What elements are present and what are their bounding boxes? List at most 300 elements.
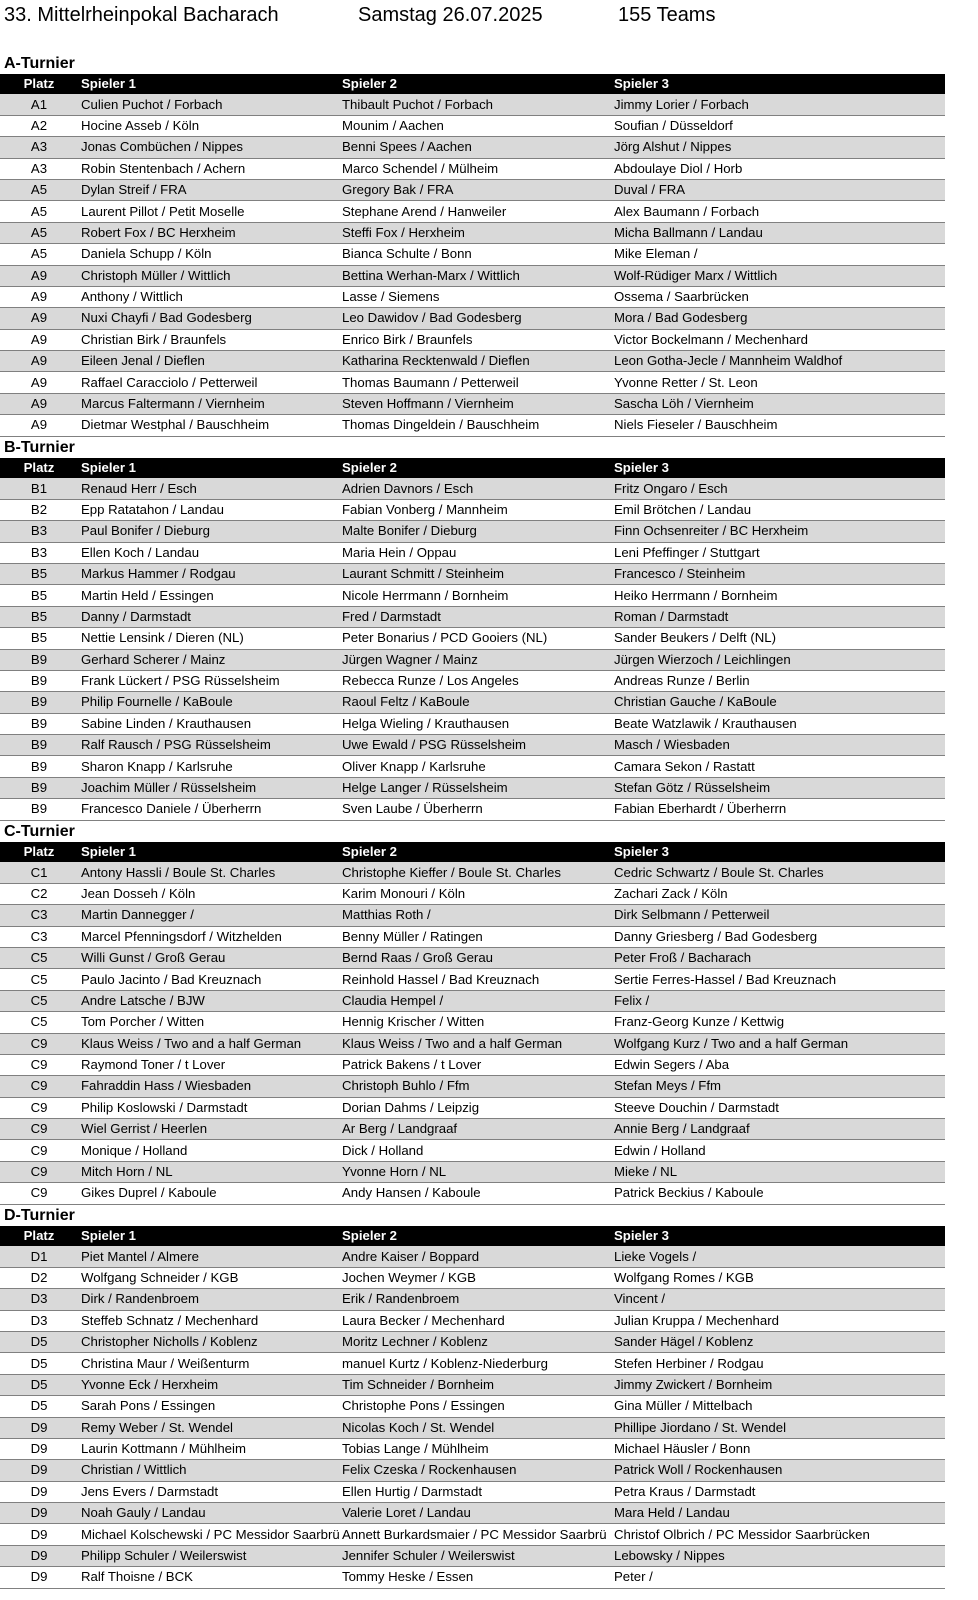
platz-cell: B9 [0,670,80,691]
spieler-1-cell: Danny / Darmstadt [80,606,342,627]
platz-cell: B3 [0,542,80,563]
table-row [0,862,945,883]
table-row [0,926,945,947]
spieler-3-cell: Stefan Götz / Rüsselsheim [614,777,945,798]
platz-cell: D9 [0,1460,80,1481]
platz-cell: C5 [0,1012,80,1033]
spieler-3-cell: Mike Eleman / [614,244,945,265]
spieler-3-cell: Francesco / Steinheim [614,563,945,584]
table-row [0,883,945,904]
spieler-3-cell: Danny Griesberg / Bad Godesberg [614,926,945,947]
platz-cell: C3 [0,905,80,926]
spieler-2-cell: Maria Hein / Oppau [342,542,614,563]
spieler-2-cell: Ar Berg / Landgraaf [342,1119,614,1140]
spieler-1-cell: Philip Koslowski / Darmstadt [80,1097,342,1118]
column-header-spieler-2: Spieler 2 [342,460,397,476]
spieler-2-cell: Benni Spees / Aachen [342,137,614,158]
platz-cell: B9 [0,649,80,670]
spieler-3-cell: Beate Watzlawik / Krauthausen [614,713,945,734]
spieler-2-cell: Helga Wieling / Krauthausen [342,713,614,734]
column-header-platz: Platz [23,460,55,476]
platz-cell: B5 [0,606,80,627]
spieler-1-cell: Remy Weber / St. Wendel [80,1417,342,1438]
table-row [0,1353,945,1374]
platz-cell: C9 [0,1054,80,1075]
spieler-2-cell: Andy Hansen / Kaboule [342,1183,614,1204]
table-row [0,1033,945,1054]
spieler-3-cell: Annie Berg / Landgraaf [614,1119,945,1140]
spieler-1-cell: Laurin Kottmann / Mühlheim [80,1438,342,1459]
table-row [0,1524,945,1545]
table-row [0,1097,945,1118]
spieler-2-cell: Thomas Baumann / Petterweil [342,372,614,393]
spieler-2-cell: Mounim / Aachen [342,115,614,136]
spieler-1-cell: Culien Puchot / Forbach [80,94,342,115]
spieler-1-cell: Ralf Rausch / PSG Rüsselsheim [80,735,342,756]
table-row [0,1183,945,1204]
table-row [0,542,945,563]
spieler-1-cell: Paulo Jacinto / Bad Kreuznach [80,969,342,990]
spieler-1-cell: Christian Birk / Braunfels [80,329,342,350]
column-header-spieler-2: Spieler 2 [342,1228,397,1244]
spieler-2-cell: Marco Schendel / Mülheim [342,158,614,179]
spieler-3-cell: Christian Gauche / KaBoule [614,692,945,713]
spieler-3-cell: Heiko Herrmann / Bornheim [614,585,945,606]
spieler-1-cell: Tom Porcher / Witten [80,1012,342,1033]
spieler-1-cell: Wolfgang Schneider / KGB [80,1267,342,1288]
table-row [0,415,945,436]
spieler-3-cell: Camara Sekon / Rastatt [614,756,945,777]
platz-cell: B9 [0,777,80,798]
table-row [0,499,945,520]
platz-cell: A1 [0,94,80,115]
spieler-2-cell: Christoph Buhlo / Ffm [342,1076,614,1097]
spieler-2-cell: Karim Monouri / Köln [342,883,614,904]
table-row [0,969,945,990]
table-row [0,1140,945,1161]
platz-cell: B9 [0,799,80,820]
spieler-1-cell: Hocine Asseb / Köln [80,115,342,136]
spieler-2-cell: Stephane Arend / Hanweiler [342,201,614,222]
results-table [0,842,945,1205]
table-row [0,1374,945,1395]
spieler-2-cell: Jennifer Schuler / Weilerswist [342,1545,614,1566]
spieler-3-cell: Duval / FRA [614,179,945,200]
section-title: A-Turnier [4,55,75,72]
table-row [0,947,945,968]
platz-cell: A5 [0,244,80,265]
table-row [0,756,945,777]
platz-cell: D2 [0,1267,80,1288]
spieler-2-cell: Adrien Davnors / Esch [342,478,614,499]
spieler-2-cell: Sven Laube / Überherrn [342,799,614,820]
spieler-3-cell: Wolf-Rüdiger Marx / Wittlich [614,265,945,286]
spieler-2-cell: Katharina Recktenwald / Dieflen [342,351,614,372]
spieler-2-cell: Felix Czeska / Rockenhausen [342,1460,614,1481]
spieler-2-cell: Valerie Loret / Landau [342,1503,614,1524]
spieler-2-cell: Patrick Bakens / t Lover [342,1054,614,1075]
platz-cell: A9 [0,308,80,329]
spieler-3-cell: Edwin Segers / Aba [614,1054,945,1075]
column-header-platz: Platz [23,844,55,860]
platz-cell: D9 [0,1524,80,1545]
platz-cell: D5 [0,1396,80,1417]
spieler-2-cell: Rebecca Runze / Los Angeles [342,670,614,691]
table-row [0,1481,945,1502]
spieler-1-cell: Wiel Gerrist / Heerlen [80,1119,342,1140]
section-title: D-Turnier [4,1207,75,1224]
spieler-3-cell: Christof Olbrich / PC Messidor Saarbrücken [614,1524,945,1545]
platz-cell: D9 [0,1481,80,1502]
table-row [0,1289,945,1310]
table-row [0,692,945,713]
platz-cell: D9 [0,1503,80,1524]
spieler-3-cell: Cedric Schwartz / Boule St. Charles [614,862,945,883]
platz-cell: A3 [0,137,80,158]
spieler-2-cell: Erik / Randenbroem [342,1289,614,1310]
platz-cell: A5 [0,201,80,222]
spieler-1-cell: Antony Hassli / Boule St. Charles [80,862,342,883]
spieler-2-cell: Laura Becker / Mechenhard [342,1310,614,1331]
platz-cell: C2 [0,883,80,904]
spieler-1-cell: Marcel Pfenningsdorf / Witzhelden [80,926,342,947]
table-row [0,286,945,307]
table-row [0,521,945,542]
table-row [0,222,945,243]
column-header-spieler-1: Spieler 1 [81,76,136,92]
platz-cell: C9 [0,1033,80,1054]
platz-cell: C5 [0,990,80,1011]
spieler-3-cell: Franz-Georg Kunze / Kettwig [614,1012,945,1033]
spieler-3-cell: Yvonne Retter / St. Leon [614,372,945,393]
platz-cell: B9 [0,735,80,756]
spieler-1-cell: Francesco Daniele / Überherrn [80,799,342,820]
table-row [0,1503,945,1524]
platz-cell: A3 [0,158,80,179]
spieler-1-cell: Daniela Schupp / Köln [80,244,342,265]
table-row [0,585,945,606]
platz-cell: D9 [0,1545,80,1566]
spieler-1-cell: Nuxi Chayfi / Bad Godesberg [80,308,342,329]
spieler-2-cell: Hennig Krischer / Witten [342,1012,614,1033]
spieler-3-cell: Alex Baumann / Forbach [614,201,945,222]
platz-cell: B9 [0,756,80,777]
spieler-2-cell: Tim Schneider / Bornheim [342,1374,614,1395]
spieler-3-cell: Gina Müller / Mittelbach [614,1396,945,1417]
table-row [0,1438,945,1459]
spieler-2-cell: manuel Kurtz / Koblenz-Niederburg [342,1353,614,1374]
platz-cell: A9 [0,393,80,414]
platz-cell: C5 [0,969,80,990]
platz-cell: D9 [0,1417,80,1438]
spieler-2-cell: Moritz Lechner / Koblenz [342,1331,614,1352]
platz-cell: B2 [0,499,80,520]
spieler-3-cell: Emil Brötchen / Landau [614,499,945,520]
table-row [0,137,945,158]
results-table [0,74,945,437]
spieler-3-cell: Peter / [614,1567,945,1588]
platz-cell: A9 [0,286,80,307]
table-row [0,713,945,734]
table-row [0,563,945,584]
column-header-spieler-3: Spieler 3 [614,76,669,92]
table-row [0,308,945,329]
spieler-1-cell: Klaus Weiss / Two and a half German [80,1033,342,1054]
table-row [0,777,945,798]
spieler-2-cell: Leo Dawidov / Bad Godesberg [342,308,614,329]
table-row [0,351,945,372]
spieler-2-cell: Jürgen Wagner / Mainz [342,649,614,670]
spieler-1-cell: Laurent Pillot / Petit Moselle [80,201,342,222]
table-row [0,628,945,649]
tournament-title: 33. Mittelrheinpokal Bacharach [4,4,279,26]
column-header-spieler-1: Spieler 1 [81,844,136,860]
spieler-1-cell: Martin Held / Essingen [80,585,342,606]
column-header-spieler-3: Spieler 3 [614,1228,669,1244]
spieler-2-cell: Nicolas Koch / St. Wendel [342,1417,614,1438]
table-row [0,1076,945,1097]
table-header-row [0,842,945,862]
table-header-row [0,1226,945,1246]
spieler-1-cell: Philipp Schuler / Weilerswist [80,1545,342,1566]
platz-cell: B9 [0,692,80,713]
spieler-2-cell: Malte Bonifer / Dieburg [342,521,614,542]
spieler-3-cell: Finn Ochsenreiter / BC Herxheim [614,521,945,542]
table-row [0,670,945,691]
table-row [0,1417,945,1438]
spieler-2-cell: Bernd Raas / Groß Gerau [342,947,614,968]
spieler-2-cell: Annett Burkardsmaier / PC Messidor Saarbrü [342,1524,614,1545]
column-header-spieler-3: Spieler 3 [614,844,669,860]
spieler-2-cell: Steven Hoffmann / Viernheim [342,393,614,414]
spieler-2-cell: Christophe Pons / Essingen [342,1396,614,1417]
platz-cell: D9 [0,1567,80,1588]
spieler-2-cell: Fabian Vonberg / Mannheim [342,499,614,520]
spieler-2-cell: Benny Müller / Ratingen [342,926,614,947]
spieler-1-cell: Joachim Müller / Rüsselsheim [80,777,342,798]
spieler-1-cell: Yvonne Eck / Herxheim [80,1374,342,1395]
column-header-spieler-3: Spieler 3 [614,460,669,476]
table-row [0,372,945,393]
platz-cell: C3 [0,926,80,947]
spieler-1-cell: Sarah Pons / Essingen [80,1396,342,1417]
spieler-1-cell: Ellen Koch / Landau [80,542,342,563]
results-table [0,1226,945,1589]
tournament-date: Samstag 26.07.2025 [358,4,543,26]
spieler-3-cell: Wolfgang Romes / KGB [614,1267,945,1288]
spieler-2-cell: Raoul Feltz / KaBoule [342,692,614,713]
spieler-1-cell: Christoph Müller / Wittlich [80,265,342,286]
platz-cell: A2 [0,115,80,136]
table-row [0,201,945,222]
platz-cell: D5 [0,1353,80,1374]
spieler-1-cell: Jonas Combüchen / Nippes [80,137,342,158]
platz-cell: B1 [0,478,80,499]
table-header-row [0,458,945,478]
table-row [0,1267,945,1288]
spieler-1-cell: Eileen Jenal / Dieflen [80,351,342,372]
spieler-1-cell: Ralf Thoisne / BCK [80,1567,342,1588]
table-row [0,329,945,350]
table-row [0,393,945,414]
column-header-platz: Platz [23,76,55,92]
platz-cell: B5 [0,628,80,649]
spieler-2-cell: Laurant Schmitt / Steinheim [342,563,614,584]
platz-cell: B5 [0,563,80,584]
platz-cell: A9 [0,265,80,286]
spieler-3-cell: Abdoulaye Diol / Horb [614,158,945,179]
spieler-3-cell: Lieke Vogels / [614,1246,945,1267]
spieler-2-cell: Christophe Kieffer / Boule St. Charles [342,862,614,883]
table-row [0,265,945,286]
spieler-3-cell: Jörg Alshut / Nippes [614,137,945,158]
spieler-2-cell: Klaus Weiss / Two and a half German [342,1033,614,1054]
table-row [0,1310,945,1331]
spieler-1-cell: Dirk / Randenbroem [80,1289,342,1310]
spieler-1-cell: Christopher Nicholls / Koblenz [80,1331,342,1352]
table-row [0,649,945,670]
table-row [0,179,945,200]
table-row [0,478,945,499]
spieler-3-cell: Soufian / Düsseldorf [614,115,945,136]
spieler-3-cell: Mara Held / Landau [614,1503,945,1524]
spieler-2-cell: Dorian Dahms / Leipzig [342,1097,614,1118]
spieler-1-cell: Epp Ratatahon / Landau [80,499,342,520]
table-row [0,1545,945,1566]
table-row [0,1119,945,1140]
spieler-2-cell: Thomas Dingeldein / Bauschheim [342,415,614,436]
spieler-3-cell: Michael Häusler / Bonn [614,1438,945,1459]
spieler-3-cell: Sander Hägel / Koblenz [614,1331,945,1352]
spieler-3-cell: Fritz Ongaro / Esch [614,478,945,499]
platz-cell: C1 [0,862,80,883]
platz-cell: C9 [0,1140,80,1161]
spieler-2-cell: Andre Kaiser / Boppard [342,1246,614,1267]
spieler-3-cell: Jimmy Zwickert / Bornheim [614,1374,945,1395]
spieler-3-cell: Felix / [614,990,945,1011]
table-row [0,244,945,265]
spieler-3-cell: Mieke / NL [614,1161,945,1182]
spieler-2-cell: Nicole Herrmann / Bornheim [342,585,614,606]
spieler-1-cell: Renaud Herr / Esch [80,478,342,499]
platz-cell: A9 [0,372,80,393]
spieler-2-cell: Dick / Holland [342,1140,614,1161]
table-row [0,1012,945,1033]
platz-cell: A9 [0,351,80,372]
spieler-1-cell: Martin Dannegger / [80,905,342,926]
spieler-3-cell: Fabian Eberhardt / Überherrn [614,799,945,820]
spieler-2-cell: Enrico Birk / Braunfels [342,329,614,350]
spieler-3-cell: Edwin / Holland [614,1140,945,1161]
spieler-3-cell: Patrick Beckius / Kaboule [614,1183,945,1204]
spieler-1-cell: Sabine Linden / Krauthausen [80,713,342,734]
platz-cell: A5 [0,222,80,243]
spieler-2-cell: Bettina Werhan-Marx / Wittlich [342,265,614,286]
spieler-1-cell: Jean Dosseh / Köln [80,883,342,904]
spieler-1-cell: Marcus Faltermann / Viernheim [80,393,342,414]
platz-cell: C9 [0,1119,80,1140]
spieler-1-cell: Raymond Toner / t Lover [80,1054,342,1075]
platz-cell: C5 [0,947,80,968]
column-header-spieler-1: Spieler 1 [81,1228,136,1244]
spieler-3-cell: Sander Beukers / Delft (NL) [614,628,945,649]
spieler-2-cell: Reinhold Hassel / Bad Kreuznach [342,969,614,990]
spieler-1-cell: Markus Hammer / Rodgau [80,563,342,584]
spieler-1-cell: Mitch Horn / NL [80,1161,342,1182]
spieler-3-cell: Steeve Douchin / Darmstadt [614,1097,945,1118]
spieler-1-cell: Steffeb Schnatz / Mechenhard [80,1310,342,1331]
team-count: 155 Teams [618,4,716,26]
spieler-1-cell: Nettie Lensink / Dieren (NL) [80,628,342,649]
table-row [0,1567,945,1588]
platz-cell: B5 [0,585,80,606]
spieler-1-cell: Piet Mantel / Almere [80,1246,342,1267]
spieler-1-cell: Willi Gunst / Groß Gerau [80,947,342,968]
spieler-2-cell: Fred / Darmstadt [342,606,614,627]
spieler-3-cell: Andreas Runze / Berlin [614,670,945,691]
platz-cell: C9 [0,1076,80,1097]
spieler-1-cell: Philip Fournelle / KaBoule [80,692,342,713]
spieler-3-cell: Ossema / Saarbrücken [614,286,945,307]
spieler-1-cell: Andre Latsche / BJW [80,990,342,1011]
platz-cell: D9 [0,1438,80,1459]
table-row [0,1161,945,1182]
spieler-1-cell: Dietmar Westphal / Bauschheim [80,415,342,436]
section-title: B-Turnier [4,439,75,456]
table-row [0,606,945,627]
spieler-2-cell: Jochen Weymer / KGB [342,1267,614,1288]
spieler-3-cell: Dirk Selbmann / Petterweil [614,905,945,926]
spieler-3-cell: Julian Kruppa / Mechenhard [614,1310,945,1331]
spieler-1-cell: Monique / Holland [80,1140,342,1161]
table-row [0,990,945,1011]
spieler-1-cell: Jens Evers / Darmstadt [80,1481,342,1502]
spieler-3-cell: Patrick Woll / Rockenhausen [614,1460,945,1481]
spieler-3-cell: Micha Ballmann / Landau [614,222,945,243]
spieler-3-cell: Victor Bockelmann / Mechenhard [614,329,945,350]
spieler-3-cell: Phillipe Jiordano / St. Wendel [614,1417,945,1438]
spieler-2-cell: Ellen Hurtig / Darmstadt [342,1481,614,1502]
spieler-2-cell: Helge Langer / Rüsselsheim [342,777,614,798]
platz-cell: C9 [0,1161,80,1182]
table-row [0,799,945,820]
table-row [0,1246,945,1267]
table-header-row [0,74,945,94]
platz-cell: A9 [0,329,80,350]
results-table [0,458,945,821]
spieler-2-cell: Claudia Hempel / [342,990,614,1011]
spieler-1-cell: Frank Lückert / PSG Rüsselsheim [80,670,342,691]
platz-cell: D1 [0,1246,80,1267]
platz-cell: D5 [0,1374,80,1395]
spieler-3-cell: Peter Froß / Bacharach [614,947,945,968]
spieler-2-cell: Matthias Roth / [342,905,614,926]
column-header-spieler-1: Spieler 1 [81,460,136,476]
table-row [0,1054,945,1075]
spieler-1-cell: Gikes Duprel / Kaboule [80,1183,342,1204]
platz-cell: D5 [0,1331,80,1352]
table-row [0,905,945,926]
spieler-1-cell: Paul Bonifer / Dieburg [80,521,342,542]
spieler-3-cell: Lebowsky / Nippes [614,1545,945,1566]
spieler-1-cell: Raffael Caracciolo / Petterweil [80,372,342,393]
spieler-3-cell: Stefen Herbiner / Rodgau [614,1353,945,1374]
spieler-3-cell: Leon Gotha-Jecle / Mannheim Waldhof [614,351,945,372]
spieler-1-cell: Noah Gauly / Landau [80,1503,342,1524]
spieler-1-cell: Robert Fox / BC Herxheim [80,222,342,243]
spieler-2-cell: Yvonne Horn / NL [342,1161,614,1182]
spieler-1-cell: Dylan Streif / FRA [80,179,342,200]
